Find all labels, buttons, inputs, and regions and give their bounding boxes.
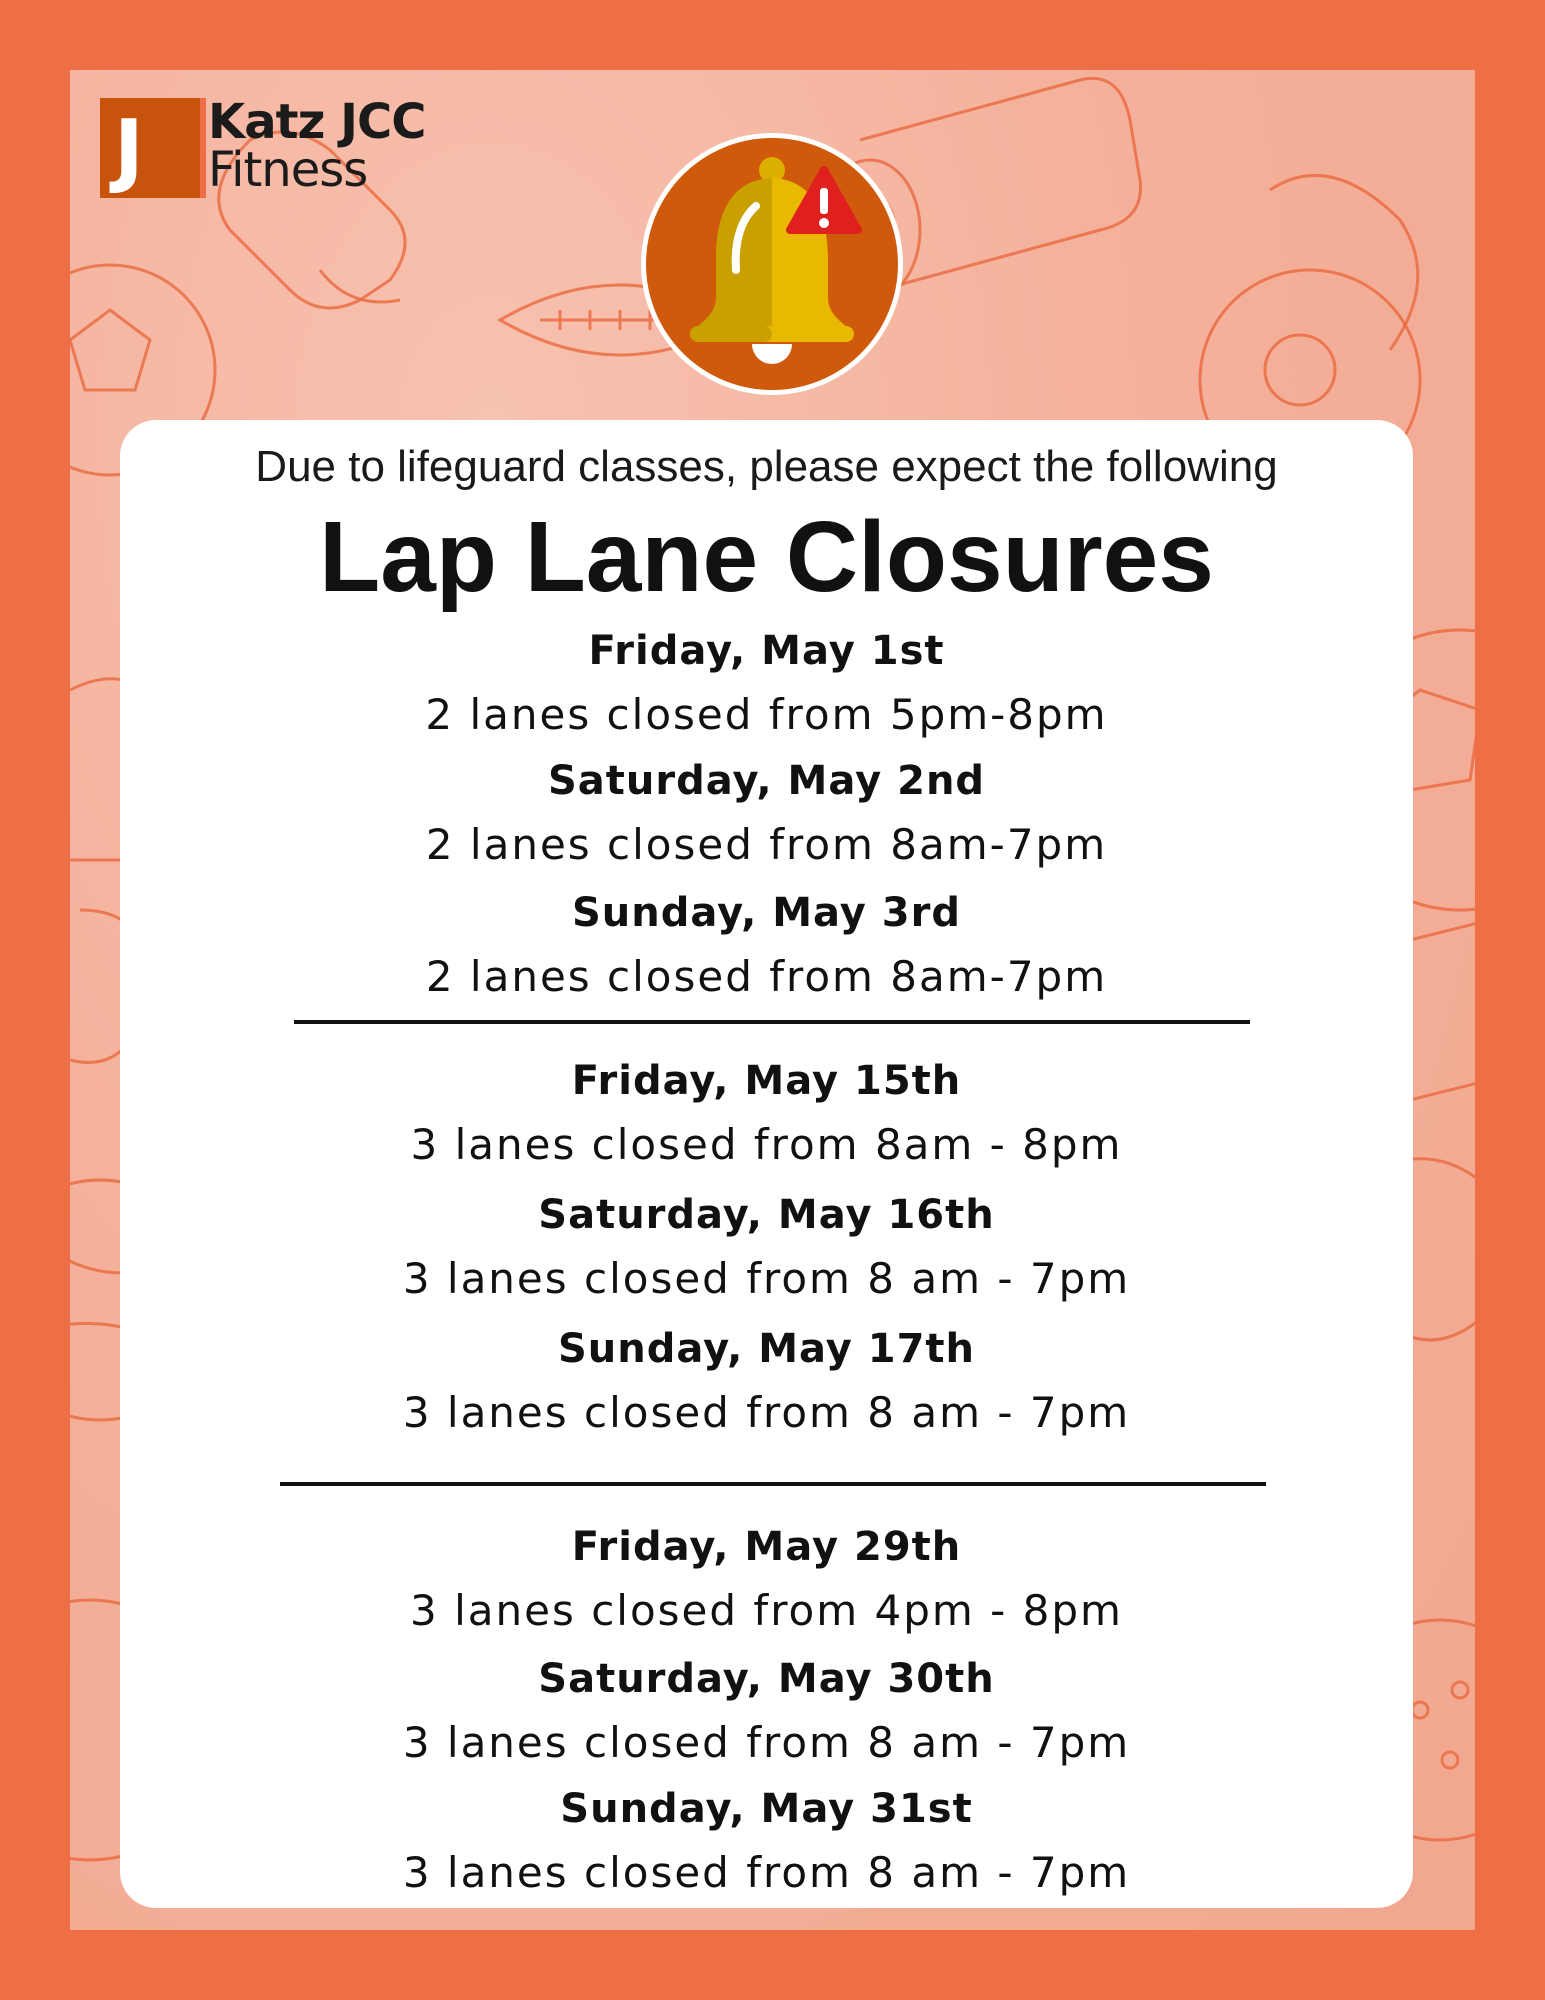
closure-hours: 3 lanes closed from 8am - 8pm <box>410 1120 1123 1169</box>
closure-hours: 2 lanes closed from 8am-7pm <box>425 820 1108 869</box>
closure-hours: 3 lanes closed from 8 am - 7pm <box>402 1718 1131 1767</box>
bell-alert-icon <box>638 130 906 398</box>
section-divider <box>280 1482 1266 1486</box>
closure-hours: 2 lanes closed from 5pm-8pm <box>425 690 1108 739</box>
closure-day: Saturday, May 30th <box>538 1656 995 1702</box>
page-title: Lap Lane Closures <box>319 501 1214 613</box>
closure-hours: 3 lanes closed from 4pm - 8pm <box>410 1586 1123 1635</box>
closure-day: Sunday, May 3rd <box>571 890 961 936</box>
logo-mark <box>100 98 200 198</box>
logo-subtitle: Fitness <box>208 142 368 198</box>
closure-hours: 2 lanes closed from 8am-7pm <box>425 952 1108 1001</box>
closure-day: Sunday, May 31st <box>560 1786 973 1832</box>
closure-day: Saturday, May 16th <box>538 1192 995 1238</box>
closure-day: Friday, May 15th <box>571 1058 962 1104</box>
closure-hours: 3 lanes closed from 8 am - 7pm <box>402 1388 1131 1437</box>
notice-intro: Due to lifeguard classes, please expect the following <box>255 442 1278 491</box>
katz-jcc-fitness-logo <box>100 94 500 208</box>
closure-day: Friday, May 29th <box>571 1524 962 1570</box>
logo-mark-letter: J <box>114 103 144 196</box>
closure-hours: 3 lanes closed from 8 am - 7pm <box>402 1254 1131 1303</box>
closure-day: Friday, May 1st <box>588 628 945 674</box>
closure-day: Saturday, May 2nd <box>547 758 986 804</box>
logo-divider <box>200 98 206 198</box>
notice-card <box>120 420 1413 1908</box>
closure-day: Sunday, May 17th <box>557 1326 976 1372</box>
closure-hours: 3 lanes closed from 8 am - 7pm <box>402 1848 1131 1897</box>
section-divider <box>294 1020 1250 1024</box>
logo-name: Katz JCC <box>208 94 426 150</box>
